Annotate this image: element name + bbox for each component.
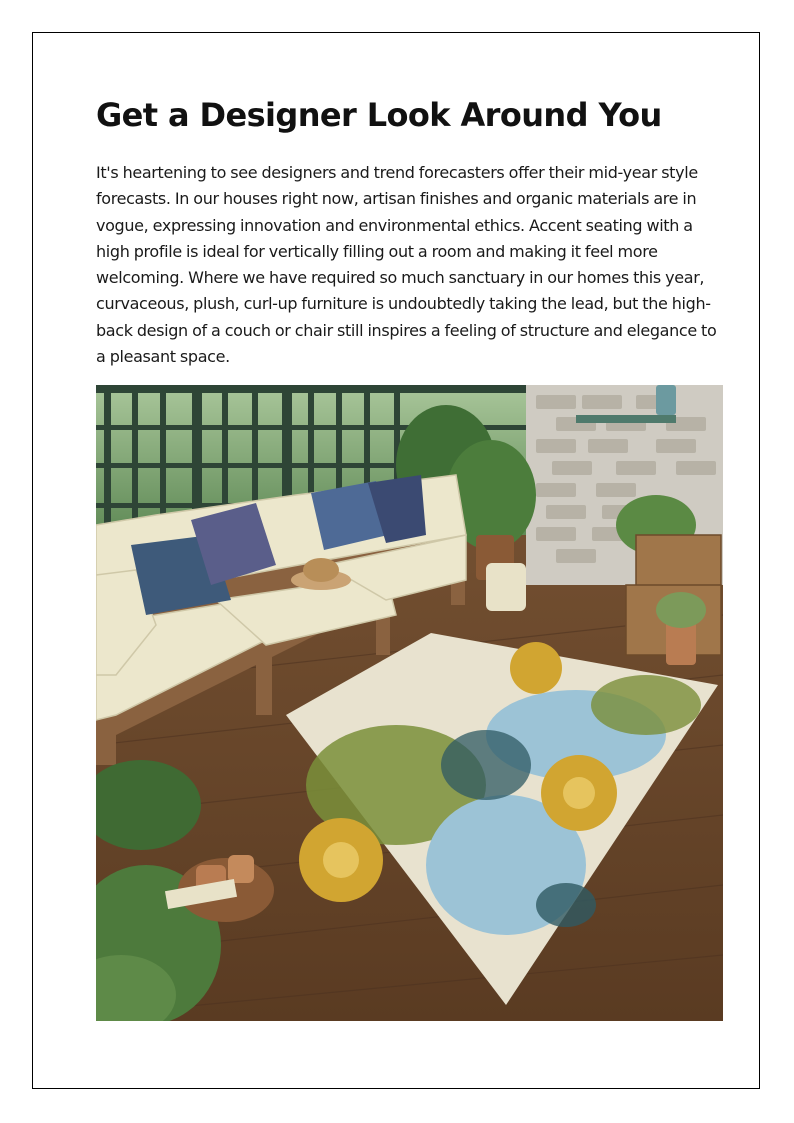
body-paragraph: It's heartening to see designers and trend forecasters offer their mid-year style forecasts. In our houses right now, artisan finishes and organic materials are in vogue, expressing innovation and environmental ethics. Accent seating with a high profile is ideal for vertically filling out a room and making it feel more welcoming. Where we have required so much sanctuary in our homes this year, curvaceous, plush, curl-up furniture is undoubtedly taking the lead, but the high-back design of a couch or chair still inspires a feeling of structure and elegance to a pleasant space. <box>96 163 717 367</box>
room-photo <box>96 385 723 1021</box>
page-title: Get a Designer Look Around You <box>96 96 662 134</box>
